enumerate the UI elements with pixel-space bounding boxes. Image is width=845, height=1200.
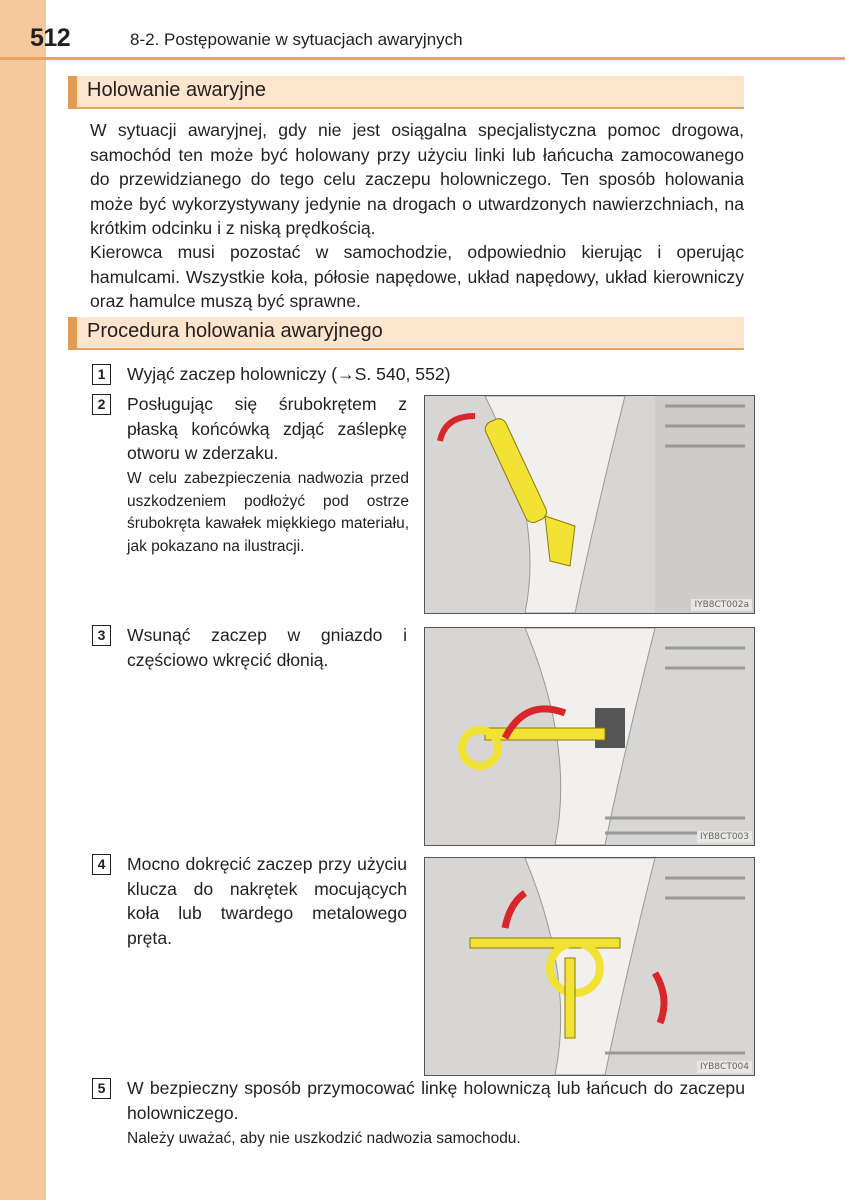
step-number: 2: [92, 394, 111, 415]
arrow-icon: [505, 893, 525, 928]
illustration-tighten-hook: [424, 857, 755, 1076]
step-number: 5: [92, 1078, 111, 1099]
arrow-icon: [655, 973, 664, 1023]
wrench-icon: [565, 958, 575, 1038]
step-text: Posługując się śrubokrętem z płaską końcówką zdjąć zaślepkę otworu w zderzaku.: [127, 394, 407, 463]
page-edge-strip: [0, 0, 46, 1200]
section-title: Procedura holowania awaryjnego: [87, 320, 383, 342]
illustration-insert-hook: [424, 627, 755, 846]
step-text: W bezpieczny sposób przymocować linkę holowniczą lub łańcuch do zaczepu holowniczego.: [127, 1078, 745, 1123]
step-note: W celu zabezpieczenia nadwozia przed uszkodzeniem podłożyć pod ostrze śrubokręta kawałek miękkiego materiału, jak pokazano na ilustracji.: [127, 470, 409, 555]
section-title: Holowanie awaryjne: [87, 79, 266, 101]
step-number: 3: [92, 625, 111, 646]
step-number: 4: [92, 854, 111, 875]
figure-id: IYB8CT002a: [691, 599, 752, 611]
step-number: 1: [92, 364, 111, 385]
chapter-title: 8-2. Postępowanie w sytuacjach awaryjnych: [130, 30, 463, 49]
section-heading-procedure: [68, 317, 744, 350]
step-text: Mocno dokręcić zaczep przy użyciu klucza do nakrętek mocujących koła lub twardego metalowego pręta.: [127, 854, 407, 948]
figure-id: IYB8CT003: [697, 831, 752, 843]
figure-id: IYB8CT004: [697, 1061, 752, 1073]
illustration-remove-cover: [424, 395, 755, 614]
page-number: 512: [30, 24, 71, 52]
section-heading-emergency-towing: [68, 76, 744, 109]
step-note: Należy uważać, aby nie uszkodzić nadwozia samochodu.: [127, 1130, 521, 1147]
step-text: Wyjąć zaczep holowniczy (→S. 540, 552): [127, 364, 451, 384]
paragraph: W sytuacji awaryjnej, gdy nie jest osiągalna specjalistyczna pomoc drogowa, samochód ten może być holowany przy użyciu linki lub łańcucha zamocowanego do przewidzianego do tego celu zaczepu holowniczego. Ten sposób holowania może być wykorzystywany jedynie na drogach o utwardzonych nawierzchniach, na krótkim odcinku i z niską prędkością.: [90, 120, 744, 238]
paragraph: Kierowca musi pozostać w samochodzie, odpowiednio kierując i operując hamulcami. Wszystkie koła, półosie napędowe, układ napędowy, układ kierowniczy oraz hamulce muszą być sprawne.: [90, 242, 744, 311]
step-text: Wsunąć zaczep w gniazdo i częściowo wkręcić dłonią.: [127, 625, 407, 670]
arrow-icon: [440, 416, 475, 441]
header-divider: [0, 57, 845, 60]
